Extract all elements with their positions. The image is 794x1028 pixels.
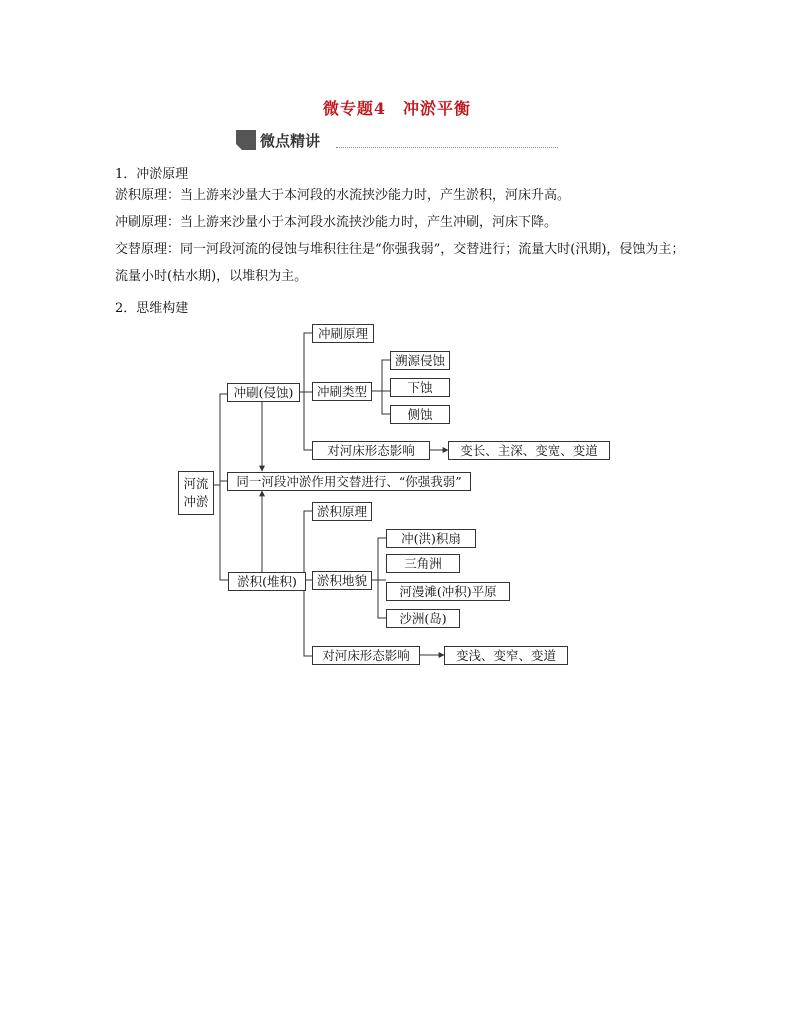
erosion-result-node: 变长、主深、变宽、变道 (448, 441, 610, 460)
page-title: 微专题4 冲淤平衡 (322, 99, 472, 118)
erosion-types-node: 冲刷类型 (312, 382, 372, 401)
deposition-principle-text: 淤积原理：当上游来沙量大于本河段的水流挟沙能力时，产生淤积，河床升高。 (115, 188, 571, 203)
deposition-landforms-node: 淤积地貌 (312, 571, 372, 590)
root-line1: 河流 (183, 476, 209, 491)
downcutting-node: 下蚀 (390, 378, 450, 397)
lateral-erosion-node: 侧蚀 (390, 405, 450, 424)
deposition-principle-node: 淤积原理 (312, 502, 372, 521)
erosion-principle-text: 冲刷原理：当上游来沙量小于本河段水流挟沙能力时，产生冲刷，河床下降。 (115, 215, 558, 230)
headward-erosion-node: 溯源侵蚀 (390, 351, 450, 370)
sandbar-node: 沙洲(岛) (386, 609, 460, 628)
root-line2: 冲淤 (183, 494, 209, 509)
delta-node: 三角洲 (386, 554, 460, 573)
deposition-effect-node: 对河床形态影响 (312, 646, 420, 665)
erosion-principle-node: 冲刷原理 (312, 324, 374, 343)
alternation-node: 同一河段冲淤作用交替进行、“你强我弱” (227, 472, 471, 491)
alluvial-fan-node: 冲(洪)积扇 (386, 529, 476, 548)
erosion-effect-node: 对河床形态影响 (312, 441, 430, 460)
item1-heading: 1．冲淤原理 (115, 167, 189, 182)
floodplain-node: 河漫滩(冲积)平原 (386, 582, 510, 601)
root-node (178, 471, 214, 515)
section-label: 微点精讲 (260, 132, 321, 150)
deposition-node: 淤积(堆积) (228, 572, 306, 591)
erosion-node: 冲刷(侵蚀) (227, 383, 300, 402)
item2-heading: 2．思维构建 (115, 301, 189, 316)
deposition-result-node: 变浅、变窄、变道 (444, 646, 568, 665)
alternation-principle-text: 交替原理：同一河段河流的侵蚀与堆积往往是“你强我弱”，交替进行；流量大时(汛期)，侵蚀为主；流量小时(枯水期)，以堆积为主。 (115, 242, 685, 284)
